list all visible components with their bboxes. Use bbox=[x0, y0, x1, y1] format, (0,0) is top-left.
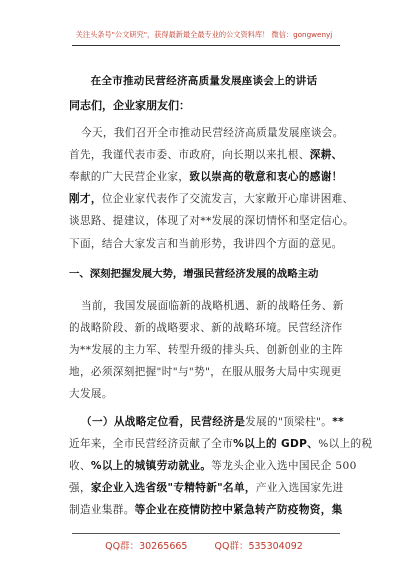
bold-run: %以上的城镇劳动就业。 bbox=[90, 460, 212, 472]
bold-run: 等企业在疫情防控中紧急转产防疫物资，集 bbox=[134, 504, 343, 516]
text-run: 当前，我国发展面临新的战略机遇、新的战略任务、新 bbox=[81, 300, 344, 312]
bold-run: 深耕、 bbox=[309, 149, 343, 161]
text-run: 奉献的广大民营企业家， bbox=[69, 171, 190, 183]
footer-divider bbox=[72, 533, 340, 534]
paragraph-line bbox=[69, 213, 354, 228]
text-run: 近年来，全市民营经济贡献了全市 bbox=[69, 438, 234, 450]
paragraph-line bbox=[69, 320, 343, 335]
text-run: 谈思路、提建议，体现了对**发展的深切情怀和坚定信心。 bbox=[69, 215, 354, 227]
paragraph-line bbox=[69, 502, 343, 517]
paragraph-line bbox=[81, 414, 344, 429]
text-run: 为**发展的主力军、转型升级的排头兵、创新创业的主阵 bbox=[69, 344, 343, 356]
text-run: 下面，结合大家发言和当前形势，我讲四个方面的意见。 bbox=[69, 238, 343, 250]
salutation: 同志们，企业家朋友们： bbox=[69, 99, 190, 112]
text-run: 产业入选国家先进 bbox=[255, 482, 344, 494]
paragraph-line bbox=[81, 298, 344, 313]
paragraph-line bbox=[69, 386, 113, 401]
bold-run: 致以崇高的敬意和衷心的感谢！ bbox=[189, 171, 343, 183]
text-run: %以上的税 bbox=[318, 438, 373, 450]
text-run: 位企业家代表作了交流发言，大家敞开心扉讲困难、 bbox=[101, 193, 354, 205]
paragraph-line bbox=[81, 125, 344, 140]
paragraph-line bbox=[69, 458, 357, 473]
text-run: 大发展。 bbox=[69, 388, 113, 400]
qq-group-2: QQ群：535304092 bbox=[214, 541, 303, 552]
paragraph-line bbox=[69, 169, 343, 184]
text-run: 首先，我谨代表市委、市政府，向长期以来扎根、 bbox=[69, 149, 310, 161]
paragraph-line bbox=[69, 436, 372, 451]
text-run: 今天，我们召开全市推动民营经济高质量发展座谈会。 bbox=[81, 127, 344, 139]
text-run: 地，必须深刻把握"时"与"势"，在服从服务大局中实现更 bbox=[69, 366, 342, 378]
promo-header: 关注头条号"公文研究"，获得最新最全最专业的公文资料库！ 微信：gongwenyj bbox=[75, 30, 333, 39]
text-run: 强， bbox=[69, 482, 91, 494]
section-heading: 一、深刻把握发展大势，增强民营经济发展的战略主动 bbox=[69, 268, 319, 280]
text-run: 收、 bbox=[69, 460, 91, 472]
bold-run: 刚才， bbox=[69, 193, 102, 205]
paragraph-line bbox=[69, 191, 354, 206]
bold-run: 家企业入选省级"专精特新"名单， bbox=[90, 482, 256, 494]
document-title: 在全市推动民营经济高质量发展座谈会上的讲话 bbox=[90, 75, 318, 87]
text-run: 制造业集群。 bbox=[69, 504, 135, 516]
paragraph-line bbox=[69, 364, 342, 379]
paragraph-line bbox=[69, 480, 343, 495]
text-run: 发展的"顶梁柱"。 bbox=[245, 416, 333, 428]
paragraph-line bbox=[69, 236, 343, 251]
bold-run: ** bbox=[332, 416, 344, 428]
paragraph-line bbox=[69, 342, 343, 357]
header-divider bbox=[72, 45, 340, 46]
promo-footer bbox=[0, 538, 408, 552]
bold-run: （一）从战略定位看，民营经济是 bbox=[81, 416, 246, 428]
bold-run: %以上的 GDP、 bbox=[233, 438, 319, 450]
text-run: 的战略阶段、新的战略要求、新的战略环境。民营经济作 bbox=[69, 322, 343, 334]
paragraph-line bbox=[69, 147, 343, 162]
qq-group-1: QQ群：30265665 bbox=[105, 541, 188, 552]
text-run: 等龙头企业入选中国民企 500 bbox=[211, 460, 357, 472]
